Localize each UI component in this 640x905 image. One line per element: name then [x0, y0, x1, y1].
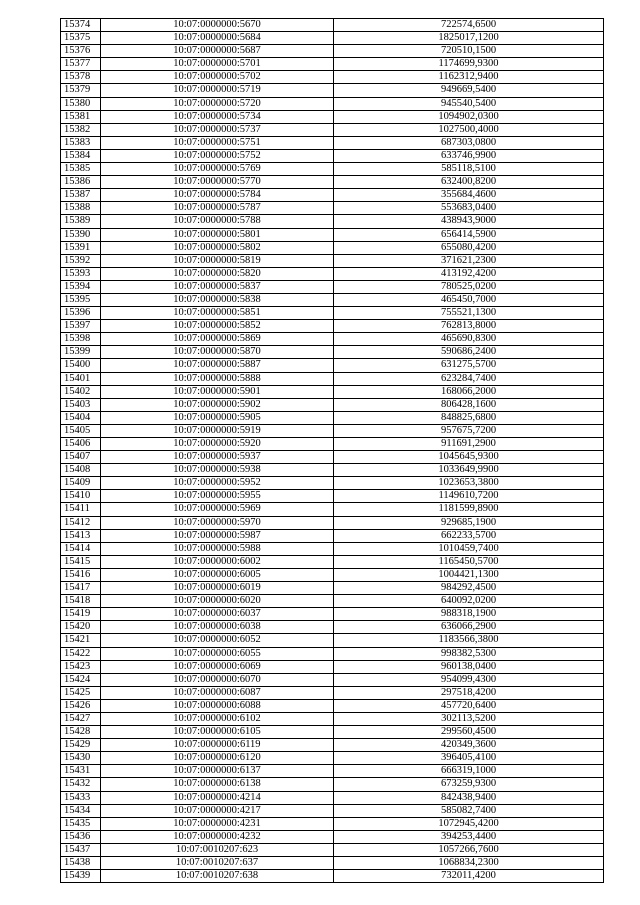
value-cell: 371621,2300: [334, 254, 604, 267]
table-row: [61, 555, 604, 568]
cadastral-number-cell: 10:07:0000000:5670: [101, 19, 334, 32]
cadastral-number-cell: 10:07:0000000:6138: [101, 778, 334, 791]
value-cell: 553683,0400: [334, 202, 604, 215]
row-number-cell: 15434: [61, 804, 101, 817]
value-cell: 465690,8300: [334, 333, 604, 346]
cadastral-number-cell: 10:07:0000000:6005: [101, 568, 334, 581]
cadastral-number-cell: 10:07:0010207:623: [101, 843, 334, 856]
value-cell: 673259,9300: [334, 778, 604, 791]
cadastral-number-cell: 10:07:0000000:5869: [101, 333, 334, 346]
row-number-cell: 15383: [61, 136, 101, 149]
cadastral-number-cell: 10:07:0000000:5988: [101, 542, 334, 555]
row-number-cell: 15416: [61, 568, 101, 581]
value-cell: 302113,5200: [334, 712, 604, 725]
row-number-cell: 15379: [61, 84, 101, 97]
value-cell: 949669,5400: [334, 84, 604, 97]
cadastral-number-cell: 10:07:0010207:637: [101, 857, 334, 870]
table-row: [61, 673, 604, 686]
value-cell: 806428,1600: [334, 398, 604, 411]
row-number-cell: 15408: [61, 464, 101, 477]
cadastral-number-cell: 10:07:0000000:6038: [101, 621, 334, 634]
value-cell: 1181599,8900: [334, 503, 604, 516]
table-row: [61, 71, 604, 84]
table-row: [61, 608, 604, 621]
row-number-cell: 15382: [61, 123, 101, 136]
value-cell: 623284,7400: [334, 372, 604, 385]
cadastral-number-cell: 10:07:0000000:6120: [101, 752, 334, 765]
table-row: [61, 19, 604, 32]
row-number-cell: 15421: [61, 634, 101, 647]
row-number-cell: 15438: [61, 857, 101, 870]
cadastral-number-cell: 10:07:0000000:5701: [101, 58, 334, 71]
row-number-cell: 15405: [61, 424, 101, 437]
table-row: [61, 791, 604, 804]
table-row: [61, 490, 604, 503]
table-row: [61, 346, 604, 359]
cadastral-number-cell: 10:07:0000000:5887: [101, 359, 334, 372]
table-row: [61, 857, 604, 870]
row-number-cell: 15435: [61, 817, 101, 830]
table-row: [61, 215, 604, 228]
table-row: [61, 686, 604, 699]
row-number-cell: 15397: [61, 320, 101, 333]
cadastral-number-cell: 10:07:0000000:5687: [101, 45, 334, 58]
row-number-cell: 15424: [61, 673, 101, 686]
value-cell: 420349,3600: [334, 739, 604, 752]
cadastral-number-cell: 10:07:0000000:5852: [101, 320, 334, 333]
cadastral-number-cell: 10:07:0000000:6070: [101, 673, 334, 686]
row-number-cell: 15418: [61, 595, 101, 608]
row-number-cell: 15380: [61, 97, 101, 110]
row-number-cell: 15374: [61, 19, 101, 32]
cadastral-number-cell: 10:07:0000000:5770: [101, 176, 334, 189]
row-number-cell: 15384: [61, 149, 101, 162]
cadastral-number-cell: 10:07:0000000:5888: [101, 372, 334, 385]
row-number-cell: 15391: [61, 241, 101, 254]
cadastral-number-cell: 10:07:0000000:5801: [101, 228, 334, 241]
row-number-cell: 15403: [61, 398, 101, 411]
table-row: [61, 634, 604, 647]
table-row: [61, 202, 604, 215]
row-number-cell: 15427: [61, 712, 101, 725]
row-number-cell: 15386: [61, 176, 101, 189]
table-row: [61, 726, 604, 739]
table-row: [61, 477, 604, 490]
value-cell: 1162312,9400: [334, 71, 604, 84]
cadastral-number-cell: 10:07:0000000:5919: [101, 424, 334, 437]
cadastral-number-cell: 10:07:0000000:5938: [101, 464, 334, 477]
cadastral-number-cell: 10:07:0000000:6020: [101, 595, 334, 608]
cadastral-number-cell: 10:07:0000000:5970: [101, 516, 334, 529]
row-number-cell: 15411: [61, 503, 101, 516]
table-row: [61, 293, 604, 306]
value-cell: 1057266,7600: [334, 843, 604, 856]
value-cell: 1010459,7400: [334, 542, 604, 555]
value-cell: 1045645,9300: [334, 451, 604, 464]
table-row: [61, 804, 604, 817]
row-number-cell: 15390: [61, 228, 101, 241]
value-cell: 1033649,9900: [334, 464, 604, 477]
value-cell: 720510,1500: [334, 45, 604, 58]
table-row: [61, 451, 604, 464]
cadastral-number-cell: 10:07:0000000:5737: [101, 123, 334, 136]
value-cell: 945540,5400: [334, 97, 604, 110]
value-cell: 984292,4500: [334, 582, 604, 595]
value-cell: 780525,0200: [334, 280, 604, 293]
row-number-cell: 15431: [61, 765, 101, 778]
cadastral-number-cell: 10:07:0000000:5719: [101, 84, 334, 97]
row-number-cell: 15407: [61, 451, 101, 464]
cadastral-number-cell: 10:07:0000000:6052: [101, 634, 334, 647]
row-number-cell: 15388: [61, 202, 101, 215]
table-row: [61, 136, 604, 149]
table-row: [61, 424, 604, 437]
table-row: [61, 267, 604, 280]
table-row: [61, 45, 604, 58]
cadastral-number-cell: 10:07:0000000:5969: [101, 503, 334, 516]
value-cell: 960138,0400: [334, 660, 604, 673]
table-row: [61, 542, 604, 555]
cadastral-number-cell: 10:07:0000000:5684: [101, 32, 334, 45]
value-cell: 732011,4200: [334, 870, 604, 883]
table-row: [61, 712, 604, 725]
value-cell: 585082,7400: [334, 804, 604, 817]
cadastral-number-cell: 10:07:0000000:6137: [101, 765, 334, 778]
value-cell: 438943,9000: [334, 215, 604, 228]
table-row: [61, 739, 604, 752]
value-cell: 1094902,0300: [334, 110, 604, 123]
table-row: [61, 333, 604, 346]
row-number-cell: 15402: [61, 385, 101, 398]
row-number-cell: 15400: [61, 359, 101, 372]
row-number-cell: 15437: [61, 843, 101, 856]
value-cell: 656414,5900: [334, 228, 604, 241]
cadastral-number-cell: 10:07:0000000:6119: [101, 739, 334, 752]
cadastral-number-cell: 10:07:0000000:4214: [101, 791, 334, 804]
cadastral-number-cell: 10:07:0000000:5769: [101, 163, 334, 176]
value-cell: 687303,0800: [334, 136, 604, 149]
row-number-cell: 15381: [61, 110, 101, 123]
table-row: [61, 280, 604, 293]
row-number-cell: 15425: [61, 686, 101, 699]
row-number-cell: 15412: [61, 516, 101, 529]
value-cell: 297518,4200: [334, 686, 604, 699]
value-cell: 585118,5100: [334, 163, 604, 176]
cadastral-number-cell: 10:07:0000000:6069: [101, 660, 334, 673]
table-row: [61, 241, 604, 254]
table-row: [61, 307, 604, 320]
value-cell: 755521,1300: [334, 307, 604, 320]
table-row: [61, 163, 604, 176]
value-cell: 1072945,4200: [334, 817, 604, 830]
value-cell: 168066,2000: [334, 385, 604, 398]
cadastral-number-cell: 10:07:0000000:5987: [101, 529, 334, 542]
table-row: [61, 464, 604, 477]
value-cell: 957675,7200: [334, 424, 604, 437]
value-cell: 640092,0200: [334, 595, 604, 608]
cadastral-number-cell: 10:07:0000000:6102: [101, 712, 334, 725]
value-cell: 457720,6400: [334, 699, 604, 712]
table-row: [61, 621, 604, 634]
table-row: [61, 149, 604, 162]
row-number-cell: 15430: [61, 752, 101, 765]
value-cell: 631275,5700: [334, 359, 604, 372]
cadastral-number-cell: 10:07:0000000:5937: [101, 451, 334, 464]
table-row: [61, 97, 604, 110]
cadastral-table: [60, 18, 604, 883]
table-row: [61, 647, 604, 660]
value-cell: 1004421,1300: [334, 568, 604, 581]
value-cell: 1023653,3800: [334, 477, 604, 490]
table-row: [61, 385, 604, 398]
table-row: [61, 189, 604, 202]
cadastral-number-cell: 10:07:0000000:5720: [101, 97, 334, 110]
value-cell: 1149610,7200: [334, 490, 604, 503]
row-number-cell: 15393: [61, 267, 101, 280]
cadastral-number-cell: 10:07:0000000:5837: [101, 280, 334, 293]
row-number-cell: 15429: [61, 739, 101, 752]
table-row: [61, 516, 604, 529]
value-cell: 1027500,4000: [334, 123, 604, 136]
cadastral-number-cell: 10:07:0000000:5751: [101, 136, 334, 149]
value-cell: 465450,7000: [334, 293, 604, 306]
row-number-cell: 15406: [61, 438, 101, 451]
row-number-cell: 15413: [61, 529, 101, 542]
cadastral-number-cell: 10:07:0000000:5870: [101, 346, 334, 359]
value-cell: 396405,4100: [334, 752, 604, 765]
table-row: [61, 595, 604, 608]
value-cell: 988318,1900: [334, 608, 604, 621]
table-row: [61, 254, 604, 267]
table-row: [61, 110, 604, 123]
cadastral-number-cell: 10:07:0000000:6088: [101, 699, 334, 712]
value-cell: 1068834,2300: [334, 857, 604, 870]
row-number-cell: 15426: [61, 699, 101, 712]
table-row: [61, 817, 604, 830]
value-cell: 633746,9900: [334, 149, 604, 162]
value-cell: 954099,4300: [334, 673, 604, 686]
table-row: [61, 870, 604, 883]
cadastral-number-cell: 10:07:0000000:5752: [101, 149, 334, 162]
cadastral-number-cell: 10:07:0010207:638: [101, 870, 334, 883]
value-cell: 632400,8200: [334, 176, 604, 189]
value-cell: 848825,6800: [334, 411, 604, 424]
table-row: [61, 398, 604, 411]
cadastral-number-cell: 10:07:0000000:5920: [101, 438, 334, 451]
row-number-cell: 15377: [61, 58, 101, 71]
value-cell: 1174699,9300: [334, 58, 604, 71]
cadastral-number-cell: 10:07:0000000:5901: [101, 385, 334, 398]
value-cell: 1825017,1200: [334, 32, 604, 45]
row-number-cell: 15414: [61, 542, 101, 555]
value-cell: 1165450,5700: [334, 555, 604, 568]
table-row: [61, 568, 604, 581]
table-row: [61, 84, 604, 97]
cadastral-number-cell: 10:07:0000000:4231: [101, 817, 334, 830]
cadastral-number-cell: 10:07:0000000:4232: [101, 830, 334, 843]
row-number-cell: 15404: [61, 411, 101, 424]
table-row: [61, 582, 604, 595]
table-row: [61, 411, 604, 424]
table-row: [61, 765, 604, 778]
row-number-cell: 15392: [61, 254, 101, 267]
value-cell: 590686,2400: [334, 346, 604, 359]
row-number-cell: 15385: [61, 163, 101, 176]
cadastral-number-cell: 10:07:0000000:4217: [101, 804, 334, 817]
row-number-cell: 15376: [61, 45, 101, 58]
row-number-cell: 15375: [61, 32, 101, 45]
cadastral-number-cell: 10:07:0000000:6105: [101, 726, 334, 739]
table-row: [61, 32, 604, 45]
cadastral-number-cell: 10:07:0000000:5820: [101, 267, 334, 280]
row-number-cell: 15423: [61, 660, 101, 673]
value-cell: 929685,1900: [334, 516, 604, 529]
table-row: [61, 438, 604, 451]
value-cell: 662233,5700: [334, 529, 604, 542]
cadastral-number-cell: 10:07:0000000:5955: [101, 490, 334, 503]
cadastral-number-cell: 10:07:0000000:6055: [101, 647, 334, 660]
row-number-cell: 15422: [61, 647, 101, 660]
row-number-cell: 15401: [61, 372, 101, 385]
row-number-cell: 15398: [61, 333, 101, 346]
value-cell: 998382,5300: [334, 647, 604, 660]
table-row: [61, 320, 604, 333]
table-row: [61, 372, 604, 385]
table-row: [61, 660, 604, 673]
row-number-cell: 15394: [61, 280, 101, 293]
cadastral-number-cell: 10:07:0000000:5702: [101, 71, 334, 84]
row-number-cell: 15395: [61, 293, 101, 306]
value-cell: 911691,2900: [334, 438, 604, 451]
value-cell: 1183566,3800: [334, 634, 604, 647]
row-number-cell: 15433: [61, 791, 101, 804]
value-cell: 394253,4400: [334, 830, 604, 843]
row-number-cell: 15409: [61, 477, 101, 490]
row-number-cell: 15378: [61, 71, 101, 84]
value-cell: 413192,4200: [334, 267, 604, 280]
table-row: [61, 228, 604, 241]
table-row: [61, 359, 604, 372]
table-row: [61, 529, 604, 542]
value-cell: 299560,4500: [334, 726, 604, 739]
table-row: [61, 843, 604, 856]
cadastral-number-cell: 10:07:0000000:5952: [101, 477, 334, 490]
cadastral-number-cell: 10:07:0000000:6037: [101, 608, 334, 621]
row-number-cell: 15389: [61, 215, 101, 228]
row-number-cell: 15417: [61, 582, 101, 595]
cadastral-number-cell: 10:07:0000000:5838: [101, 293, 334, 306]
row-number-cell: 15399: [61, 346, 101, 359]
value-cell: 762813,8000: [334, 320, 604, 333]
table-row: [61, 699, 604, 712]
row-number-cell: 15428: [61, 726, 101, 739]
value-cell: 842438,9400: [334, 791, 604, 804]
row-number-cell: 15419: [61, 608, 101, 621]
row-number-cell: 15387: [61, 189, 101, 202]
row-number-cell: 15396: [61, 307, 101, 320]
table-row: [61, 503, 604, 516]
row-number-cell: 15415: [61, 555, 101, 568]
table-row: [61, 58, 604, 71]
row-number-cell: 15432: [61, 778, 101, 791]
value-cell: 655080,4200: [334, 241, 604, 254]
cadastral-number-cell: 10:07:0000000:5734: [101, 110, 334, 123]
cadastral-number-cell: 10:07:0000000:5788: [101, 215, 334, 228]
cadastral-number-cell: 10:07:0000000:5819: [101, 254, 334, 267]
cadastral-number-cell: 10:07:0000000:5787: [101, 202, 334, 215]
table-body: [61, 19, 604, 883]
cadastral-number-cell: 10:07:0000000:5784: [101, 189, 334, 202]
cadastral-number-cell: 10:07:0000000:6002: [101, 555, 334, 568]
table-row: [61, 123, 604, 136]
cadastral-number-cell: 10:07:0000000:6087: [101, 686, 334, 699]
table-row: [61, 752, 604, 765]
table-row: [61, 176, 604, 189]
value-cell: 355684,4600: [334, 189, 604, 202]
cadastral-number-cell: 10:07:0000000:6019: [101, 582, 334, 595]
table-row: [61, 830, 604, 843]
value-cell: 666319,1000: [334, 765, 604, 778]
row-number-cell: 15410: [61, 490, 101, 503]
table-row: [61, 778, 604, 791]
cadastral-number-cell: 10:07:0000000:5905: [101, 411, 334, 424]
row-number-cell: 15439: [61, 870, 101, 883]
value-cell: 636066,2900: [334, 621, 604, 634]
row-number-cell: 15436: [61, 830, 101, 843]
cadastral-number-cell: 10:07:0000000:5851: [101, 307, 334, 320]
row-number-cell: 15420: [61, 621, 101, 634]
cadastral-number-cell: 10:07:0000000:5802: [101, 241, 334, 254]
cadastral-number-cell: 10:07:0000000:5902: [101, 398, 334, 411]
value-cell: 722574,6500: [334, 19, 604, 32]
